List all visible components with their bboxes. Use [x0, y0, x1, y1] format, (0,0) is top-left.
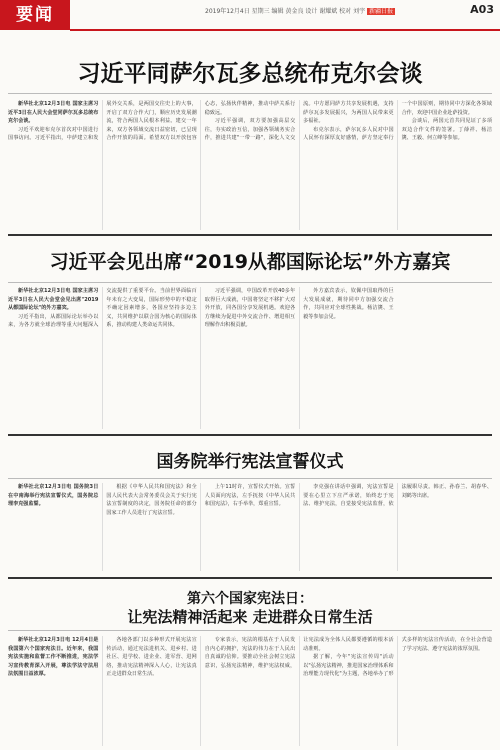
article3-paragraph: 上午11时许，宣誓仪式开始。宣誓人员面向宪法，左手抚按《中华人民共和国宪法》，右手举拳，郑重宣誓。 — [204, 484, 296, 508]
article3-rule — [8, 478, 492, 479]
article2-rule — [8, 282, 492, 283]
article2-body — [8, 287, 492, 429]
article1-paragraph: 习近平强调，双方要加强高层交往，夯实政治互信，加强各领域务实合作，推进共建"一带一路"，深化人文交流。中方愿同萨方共享发展机遇，支持萨尔瓦多发展振兴，为两国人民带来更多福祉。 — [204, 101, 394, 142]
article3-top-rule — [8, 434, 492, 436]
article3-paragraph: 李克强在讲话中强调，宪法宣誓是要在心里立下庄严承诺，始终忠于宪法、维护宪法，自觉接受宪法监督，依法履职尽责。韩正、孙春兰、胡春华、刘鹤等出席。 — [303, 484, 492, 508]
article4-rule — [8, 630, 492, 631]
article4-top-rule — [8, 577, 492, 579]
article2-paragraph: 习近平指出，从都国际论坛举办以来，为各方就全球治理等重大问题深入交流提供了重要平台。当前世界面临百年未有之大变局，国际形势中的不稳定不确定因素增多，各国应坚持多边主义，共同维护以联合国为核心的国际体系，推动构建人类命运共同体。 — [8, 288, 197, 329]
article1-paragraph: 会谈后，两国元首共同见证了多项双边合作文件的签署。丁薛祥、杨洁篪、王毅、何立峰等参加。 — [401, 118, 492, 142]
article4-headline-line2: 让宪法精神活起来 走进群众日常生活 — [127, 608, 373, 626]
article3-paragraph: 根据《中华人民共和国宪法》和全国人民代表大会常务委员会关于实行宪法宣誓制度的决定，国务院任命的部分国家工作人员进行了宪法宣誓。 — [106, 484, 197, 516]
section-tag: 要闻 — [0, 0, 70, 30]
article3-paragraph: 新华社北京12月3日电 国务院3日在中南海举行宪法宣誓仪式，国务院总理李克强监誓。 — [8, 484, 99, 508]
article2-paragraph: 外方嘉宾表示，钦佩中国取得的巨大发展成就，期待同中方加强交流合作，共同应对全球性挑战。杨洁篪、王毅等参加会见。 — [303, 288, 394, 320]
article1-paragraph: 布克尔表示，萨尔瓦多人民对中国人民怀有深厚友好感情，萨方坚定奉行一个中国原则，期待同中方深化各领域合作，欢迎中国企业赴萨投资。 — [303, 101, 492, 142]
article1-paragraph: 新华社北京12月3日电 国家主席习近平3日在人民大会堂同萨尔瓦多总统布克尔会谈。 — [8, 101, 99, 125]
article1-paragraph: 习近平欢迎布克尔首次对中国进行国事访问。习近平指出，中萨建立和发展外交关系，是两国交往史上的大事，开启了双方合作大门，顺应历史发展潮流，符合两国人民根本利益。建交一年来，双方各领域交流日益密切，已呈现合作开放的局面。希望双方以开放包容心态，弘扬伙伴精神，推动中萨关系行稳致远。 — [8, 101, 296, 142]
newspaper-name: 新疆日报 — [369, 8, 394, 15]
article4-paragraph: 新华社北京12月3日电 12月4日是我国第六个国家宪法日。近年来，我国宪法实施和监督工作不断推进，宪法学习宣传教育深入开展，尊法学法守法用法氛围日益浓厚。 — [8, 637, 99, 678]
article1-rule — [8, 93, 492, 94]
article2-headline: 习近平会见出席“2019从都国际论坛”外方嘉宾 — [49, 251, 451, 273]
article3-body — [8, 483, 492, 571]
article4-paragraph: 专家表示，宪法的根基在于人民发自内心的拥护，宪法的伟力在于人民出自真诚的信仰。要推动全社会树立宪法意识，弘扬宪法精神，维护宪法权威，让宪法成为全体人民都要遵循的根本活动准则。 — [204, 637, 394, 669]
header-date-editors: 2019年12月4日 星期三 编辑 黄金良 设计 谢耀斌 校对 刘宇 — [205, 8, 366, 15]
header-meta — [205, 6, 465, 15]
article2-paragraph: 习近平强调，中国改革开放40多年取得巨大成就，中国将坚定不移扩大对外开放，同各国分享发展机遇。欢迎各方继续为促进中外交流合作、增进相互理解作出积极贡献。 — [204, 288, 296, 329]
article3-headline: 国务院举行宪法宣誓仪式 — [156, 452, 344, 472]
article4-paragraph: 据了解，今年"宪法宣传周"活动以"弘扬宪法精神，推进国家治理体系和治理能力现代化"为主题，各地举办了形式多样的宪法宣传活动，在全社会营造了学习宪法、遵守宪法的浓厚氛围。 — [303, 637, 492, 678]
header-rule — [70, 29, 500, 31]
article1-headline: 习近平同萨尔瓦多总统布克尔会谈 — [77, 61, 423, 87]
article4-body — [8, 636, 492, 746]
article4-headline-line1: 第六个国家宪法日： — [187, 591, 313, 607]
article1-body — [8, 100, 492, 230]
page-number: A03 — [470, 3, 494, 16]
article4-paragraph: 各地各部门以多种形式开展宪法宣传活动，通过宪法进机关、进乡村、进社区、进学校、进企业、进军营、进网络，推动宪法精神深入人心，让宪法真正走进群众日常生活。 — [106, 637, 197, 678]
article2-paragraph: 新华社北京12月3日电 国家主席习近平3日在人民大会堂会见出席"2019从都国际论坛"的外方嘉宾。 — [8, 288, 99, 312]
article2-top-rule — [8, 234, 492, 236]
